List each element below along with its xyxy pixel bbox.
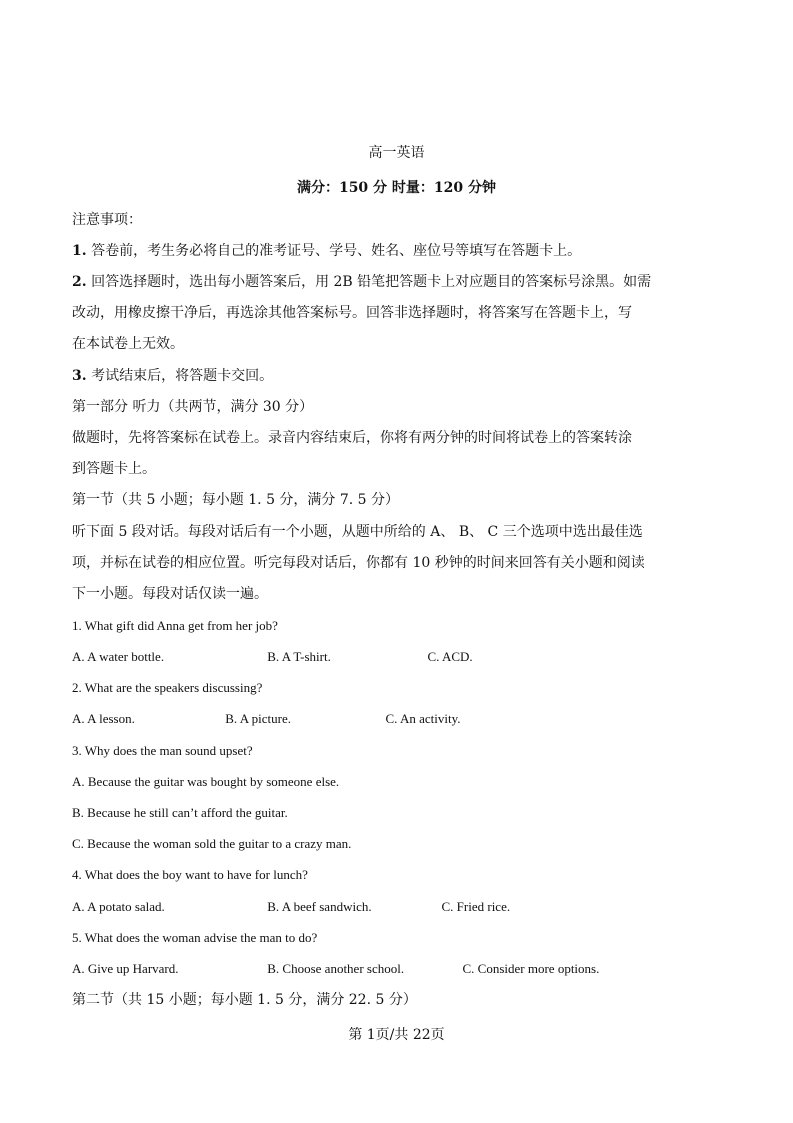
section1-instr-line3: 下一小题。每段对话仅读一遍。 [72,586,268,602]
option-c: C. Fried rice. [441,899,511,914]
notes-heading: 注意事项： [72,212,142,228]
option-c: C. ACD. [427,649,473,664]
question-1: 1. What gift did Anna get from her job? [72,618,278,633]
option-c: C. An activity. [385,711,461,726]
section1-instr-line2: 项，并标在试卷的相应位置。听完每段对话后，你都有 10 秒钟的时间来回答有关小题和阅读 [72,555,645,571]
exam-title: 高一英语 [368,145,425,161]
option-c: C. Consider more options. [462,961,600,976]
part1-instr-line2: 到答题卡上。 [72,461,156,477]
note-item-3 [72,366,273,386]
note-item-1 [72,241,581,261]
note-text: 答卷前，考生务必将自己的准考证号、学号、姓名、座位号等填写在答题卡上。 [91,243,582,259]
question-3-option-c: C. Because the woman sold the guitar to a crazy man. [72,836,352,851]
score-time: 满分：150 分 时量：120 分钟 [296,180,497,196]
question-5: 5. What does the woman advise the man to do? [72,930,318,945]
option-b: B. A T-shirt. [267,649,331,664]
option-a: A. Give up Harvard. [72,961,179,976]
question-1-options [72,647,473,667]
note-item-2-cont1: 改动，用橡皮擦干净后，再选涂其他答案标号。回答非选择题时，将答案写在答题卡上，写 [72,305,632,321]
option-a: A. A water bottle. [72,649,165,664]
section1-title: 第一节（共 5 小题；每小题 1. 5 分，满分 7. 5 分） [72,492,400,508]
question-3-option-b: B. Because he still can’t afford the guitar. [72,805,288,820]
question-5-options [72,959,599,979]
option-a: A. A lesson. [72,711,135,726]
note-text: 回答选择题时，选出每小题答案后，用 2B 铅笔把答题卡上对应题目的答案标号涂黑。如需 [91,274,652,290]
section1-instr-line1: 听下面 5 段对话。每段对话后有一个小题，从题中所给的 A、 B、 C 三个选项中选出最佳选 [72,524,643,540]
section2-title: 第二节（共 15 小题；每小题 1. 5 分，满分 22. 5 分） [72,992,417,1008]
option-b: B. A picture. [225,711,291,726]
option-b: B. A beef sandwich. [267,899,372,914]
page-number: 第 1页/共 22页 [348,1027,445,1043]
question-4: 4. What does the boy want to have for lunch? [72,867,308,882]
question-3-option-a: A. Because the guitar was bought by someone else. [72,774,340,789]
question-2-options [72,709,461,729]
question-3: 3. Why does the man sound upset? [72,743,253,758]
question-4-options [72,897,510,917]
note-number: 3. [72,368,87,384]
part1-title: 第一部分 听力（共两节，满分 30 分） [72,399,314,415]
question-2: 2. What are the speakers discussing? [72,680,263,695]
note-item-2-cont2: 在本试卷上无效。 [72,336,184,352]
note-item-2 [72,272,651,292]
note-number: 1. [72,243,87,259]
note-text: 考试结束后，将答题卡交回。 [91,368,274,384]
part1-instr-line1: 做题时，先将答案标在试卷上。录音内容结束后，你将有两分钟的时间将试卷上的答案转涂 [72,430,632,446]
option-b: B. Choose another school. [267,961,405,976]
note-number: 2. [72,274,87,290]
option-a: A. A potato salad. [72,899,165,914]
